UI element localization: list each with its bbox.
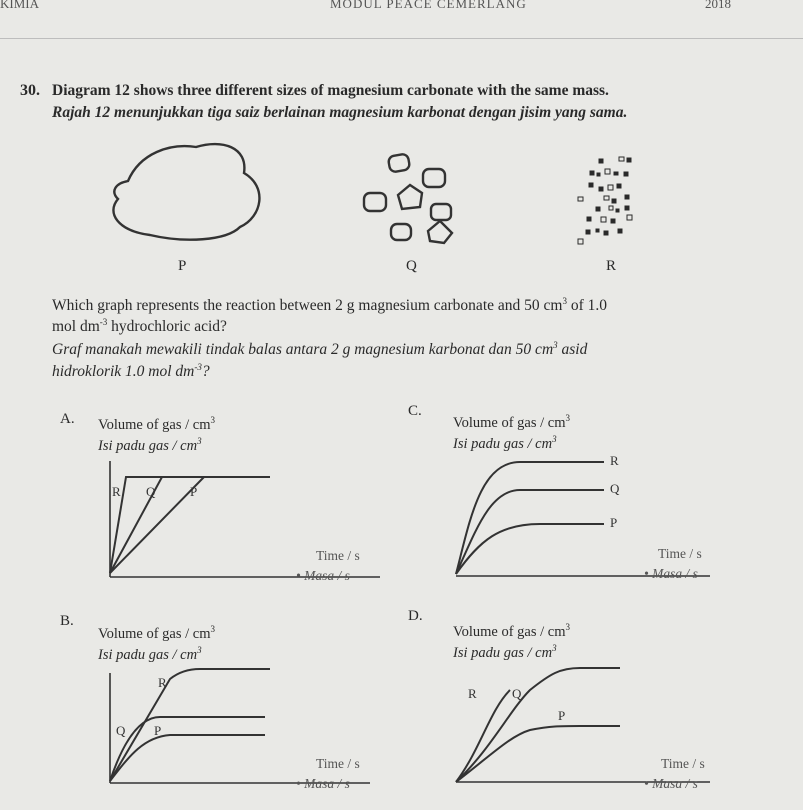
option-c-y-label-my: Isi padu gas / $cm^3$ bbox=[453, 434, 557, 452]
header-subject: KIMIA bbox=[0, 0, 39, 11]
option-b-y-label-en: Volume of gas / $cm^3$ bbox=[98, 624, 215, 642]
option-c-x-label-my: • Masa / s bbox=[644, 566, 698, 581]
option-a-x-label-en: Time / s bbox=[316, 548, 360, 563]
curve-label-q: Q bbox=[512, 686, 522, 701]
header-title: MODUL PEACE CEMERLANG bbox=[330, 0, 527, 11]
sample-label-q: Q bbox=[406, 258, 417, 274]
option-b-x-label-my: • Masa / s bbox=[296, 776, 350, 791]
sample-q-medium-pieces bbox=[364, 153, 452, 243]
curve-r bbox=[110, 669, 270, 781]
curve-label-r: R bbox=[112, 484, 121, 499]
curve-label-r: R bbox=[468, 686, 477, 701]
curve-label-p: P bbox=[610, 515, 618, 530]
curve-r bbox=[456, 462, 604, 574]
curve-p bbox=[456, 524, 604, 574]
header-divider bbox=[0, 38, 803, 39]
question-prompt-my-line1: Graf manakah mewakili tindak balas antara 2 g magnesium karbonat dan 50 $cm^3$ asid bbox=[52, 340, 588, 359]
question-prompt-en-line2: mol $dm^{-3}$ hydrochloric acid? bbox=[52, 317, 227, 336]
option-c-x-label-en: Time / s bbox=[658, 546, 702, 561]
option-c-y-label-en: Volume of gas / $cm^3$ bbox=[453, 413, 570, 431]
question-prompt-en-line1: Which graph represents the reaction between 2 g magnesium carbonate and 50 $cm^3$ of 1.0 bbox=[52, 296, 607, 315]
curve-label-r: R bbox=[610, 453, 619, 468]
curve-q bbox=[456, 490, 604, 574]
curve-q bbox=[110, 717, 265, 781]
sample-label-r: R bbox=[606, 258, 617, 274]
curve-label-p: P bbox=[558, 708, 566, 723]
option-d-letter[interactable]: D. bbox=[408, 608, 423, 624]
option-a-y-label-en: Volume of gas / $cm^3$ bbox=[98, 415, 215, 433]
page-header bbox=[0, 0, 803, 14]
curve-label-p: P bbox=[154, 723, 162, 738]
sample-label-p: P bbox=[178, 258, 187, 274]
curve-label-p: P bbox=[190, 484, 198, 499]
sample-p-large-lump bbox=[113, 144, 259, 240]
curve-label-q: Q bbox=[610, 481, 620, 496]
option-b-letter[interactable]: B. bbox=[60, 613, 74, 629]
curve-label-q: Q bbox=[116, 723, 126, 738]
question-stem-en: Diagram 12 shows three different sizes of magnesium carbonate with the same mass. bbox=[52, 82, 609, 99]
option-a-x-label-my: • Masa / s bbox=[296, 568, 350, 583]
question-stem-my: Rajah 12 menunjukkan tiga saiz berlainan magnesium karbonat dengan jisim yang sama. bbox=[52, 104, 628, 121]
option-d-y-label-en: Volume of gas / $cm^3$ bbox=[453, 622, 570, 640]
question-number: 30. bbox=[20, 82, 40, 99]
diagram-12 bbox=[0, 135, 803, 285]
graph-option-a bbox=[100, 455, 390, 585]
option-b-x-label-en: Time / s bbox=[316, 756, 360, 771]
option-a-letter[interactable]: A. bbox=[60, 411, 75, 427]
option-d-x-label-my: • Masa / s bbox=[644, 776, 698, 791]
option-c-letter[interactable]: C. bbox=[408, 403, 422, 419]
option-a-y-label-my: Isi padu gas / $cm^3$ bbox=[98, 436, 202, 454]
header-year: 2018 bbox=[705, 0, 731, 11]
option-d-y-label-my: Isi padu gas / $cm^3$ bbox=[453, 643, 557, 661]
sample-r-powder bbox=[578, 157, 632, 244]
curve-label-r: R bbox=[158, 675, 167, 690]
option-b-y-label-my: Isi padu gas / $cm^3$ bbox=[98, 645, 202, 663]
curve-r bbox=[456, 690, 510, 782]
question-prompt-my-line2: hidroklorik 1.0 mol $dm^{-3}$? bbox=[52, 362, 210, 381]
option-d-x-label-en: Time / s bbox=[661, 756, 705, 771]
curve-label-q: Q bbox=[146, 484, 156, 499]
